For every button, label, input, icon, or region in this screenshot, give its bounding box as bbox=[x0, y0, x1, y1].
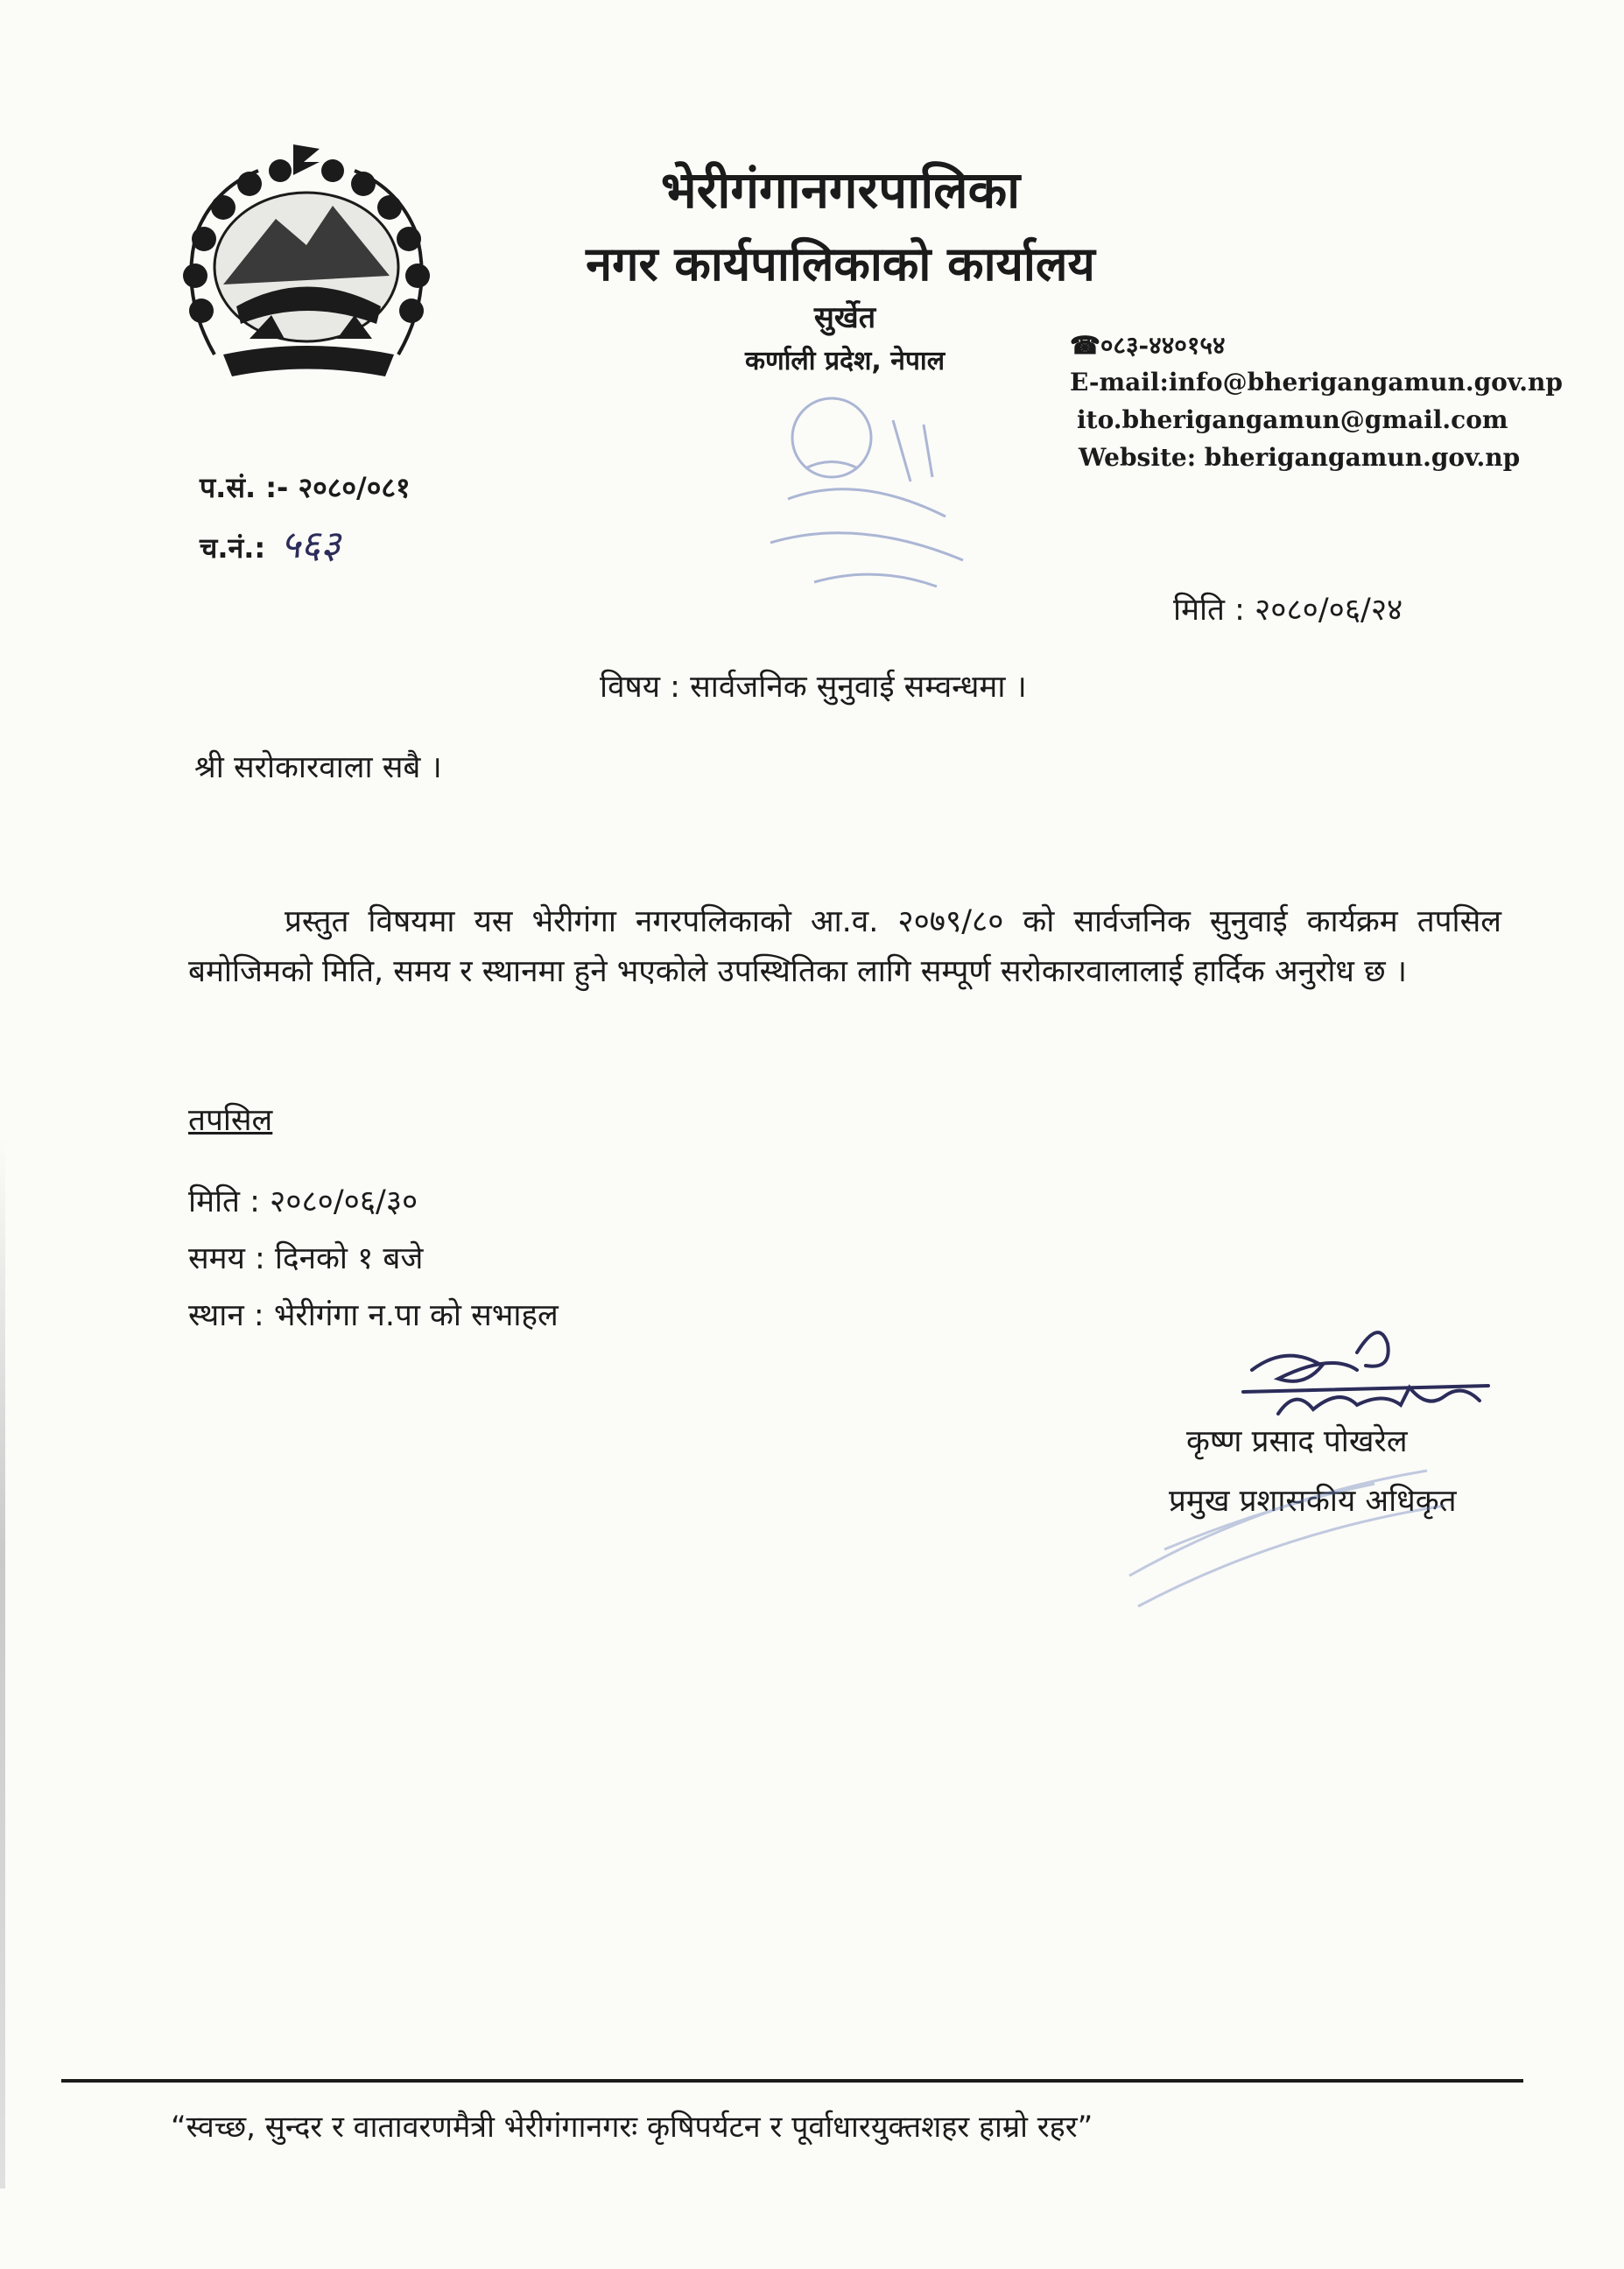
schedule-heading: तपसिल bbox=[188, 1103, 273, 1138]
schedule-date: मिति : २०८०/०६/३० bbox=[188, 1184, 418, 1219]
fiscal-year-label: प.सं. :- bbox=[200, 471, 289, 504]
organization-name: भेरीगंगानगरपालिका bbox=[660, 160, 1021, 220]
dispatch-number-value: ५६३ bbox=[280, 523, 341, 567]
letter-body: प्रस्तुत विषयमा यस भेरीगंगा नगरपलिकाको आ.व. २०७९/८० को सार्वजनिक सुनुवाई कार्यक्रम तपसिल बमोजिमको मिति, समय र स्थानमा हुने भएकोले उपस्थितिका लागि सम्पूर्ण सरोकारवालालाई हार्दिक अनुरोध छ । bbox=[188, 904, 1501, 989]
schedule-time: समय : दिनको १ बजे bbox=[188, 1241, 424, 1276]
handwritten-signature-icon bbox=[1226, 1317, 1506, 1431]
dispatch-number-ref bbox=[200, 516, 341, 569]
signatory-title: प्रमुख प्रशासकीय अधिकृत bbox=[1169, 1484, 1457, 1519]
letter-addressee: श्री सरोकारवाला सबै । bbox=[194, 750, 442, 785]
email-secondary: ito.bherigangamun@gmail.com bbox=[1077, 405, 1508, 434]
email-primary: E-mail:info@bherigangamun.gov.np bbox=[1070, 368, 1563, 397]
phone-number: ☎०८३-४४०१५४ bbox=[1070, 331, 1226, 360]
website: Website: bherigangamun.gov.np bbox=[1079, 443, 1521, 472]
fiscal-year-value: २०८०/०८१ bbox=[298, 471, 411, 504]
nepal-emblem-icon bbox=[162, 136, 451, 390]
dispatch-label: च.नं.: bbox=[200, 531, 266, 565]
office-seal-stamp-icon bbox=[735, 385, 989, 595]
city-name: सुर्खेत bbox=[813, 300, 876, 335]
schedule-venue: स्थान : भेरीगंगा न.पा को सभाहल bbox=[188, 1298, 559, 1333]
footer-slogan: “स्वच्छ, सुन्दर र वातावरणमैत्री भेरीगंगानगरः कृषिपर्यटन र पूर्वाधारयुक्तशहर हाम्रो रहर” bbox=[171, 2110, 1093, 2145]
scan-edge-shadow bbox=[0, 1138, 5, 2188]
fiscal-year-ref bbox=[200, 468, 411, 506]
office-name: नगर कार्यपालिकाको कार्यालय bbox=[586, 236, 1095, 292]
signatory-name: कृष्ण प्रसाद पोखरेल bbox=[1186, 1424, 1408, 1459]
province-name: कर्णाली प्रदेश, नेपाल bbox=[744, 346, 946, 376]
letter-subject: विषय : सार्वजनिक सुनुवाई सम्वन्धमा । bbox=[600, 670, 1027, 705]
letter-date: मिति : २०८०/०६/२४ bbox=[1173, 593, 1403, 628]
signatory-stamp-icon bbox=[1112, 1444, 1462, 1619]
footer-divider bbox=[61, 2079, 1523, 2083]
